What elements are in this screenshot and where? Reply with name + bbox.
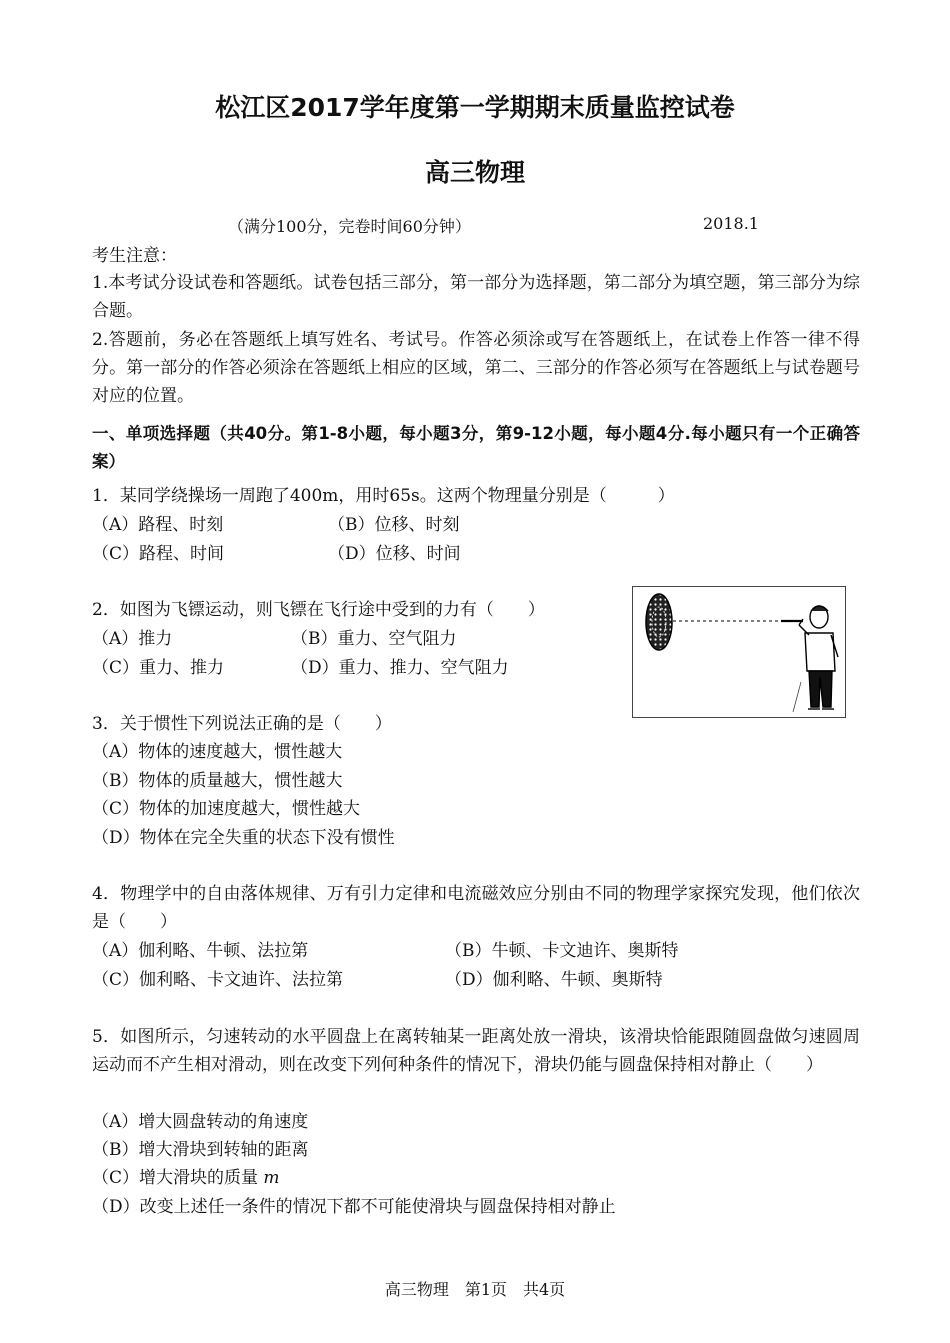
dart-figure	[632, 586, 846, 718]
q5-stem: 5．如图所示，匀速转动的水平圆盘上在离转轴某一距离处放一滑块，该滑块恰能跟随圆盘做匀速圆周运动而不产生相对滑动，则在改变下列何种条件的情况下，滑块仍能与圆盘保持相对静止（ ）	[92, 1027, 860, 1075]
exam-title: 松江区2017学年度第一学期期末质量监控试卷	[215, 93, 735, 122]
exam-date: 2018.1	[703, 214, 759, 233]
q4-option-b: （B）牛顿、卡文迪许、奥斯特	[445, 941, 679, 961]
mass-variable: m	[263, 1168, 280, 1188]
notice-item-1: 1.本考试分设试卷和答题纸。试卷包括三部分，第一部分为选择题，第二部分为填空题，第三部分为综合题。	[92, 273, 860, 321]
q3-stem: 3．关于惯性下列说法正确的是（ ）	[92, 714, 392, 734]
q2-option-c: （C）重力、推力	[92, 658, 225, 678]
q3-option-a: （A）物体的速度越大，惯性越大	[92, 742, 343, 762]
q1-option-a: （A）路程、时刻	[92, 515, 224, 535]
q4-option-a: （A）伽利略、牛顿、法拉第	[92, 941, 309, 961]
page-footer: 高三物理 第1页 共4页	[384, 1280, 566, 1299]
notice-item-2: 2.答题前，务必在答题纸上填写姓名、考试号。作答必须涂或写在答题纸上，在试卷上作答一律不得分。第一部分的作答必须涂在答题纸上相应的区域，第二、三部分的作答必须写在答题纸上与试卷题号对应的位置。	[92, 330, 860, 406]
q1-option-b: （B）位移、时刻	[328, 515, 460, 535]
q3-option-b: （B）物体的质量越大，惯性越大	[92, 771, 343, 791]
q2-option-a: （A）推力	[92, 629, 173, 649]
q2-stem: 2．如图为飞镖运动，则飞镖在飞行途中受到的力有（ ）	[92, 600, 545, 620]
exam-subtitle: 高三物理	[424, 158, 525, 187]
q3-option-c: （C）物体的加速度越大，惯性越大	[92, 799, 361, 819]
q5-option-c	[92, 1164, 280, 1192]
q5-option-c-text: （C）增大滑块的质量	[92, 1168, 259, 1188]
q3-option-d: （D）物体在完全失重的状态下没有惯性	[92, 828, 395, 848]
section-heading: 一、单项选择题（共40分。第1-8小题，每小题3分，第9-12小题，每小题4分.每小题只有一个正确答案）	[92, 424, 860, 471]
notice-heading: 考生注意：	[92, 246, 177, 266]
q2-option-b: （B）重力、空气阻力	[291, 629, 457, 649]
dartboard-icon	[646, 594, 672, 650]
q1-option-d: （D）位移、时间	[328, 544, 461, 564]
exam-info: （满分100分，完卷时间60分钟）	[228, 217, 471, 236]
q5-option-d: （D）改变上述任一条件的情况下都不可能使滑块与圆盘保持相对静止	[92, 1197, 616, 1217]
q4-option-c: （C）伽利略、卡文迪许、法拉第	[92, 970, 344, 990]
q1-option-c: （C）路程、时间	[92, 544, 225, 564]
q2-option-d: （D）重力、推力、空气阻力	[291, 658, 509, 678]
q5-option-a: （A）增大圆盘转动的角速度	[92, 1112, 309, 1132]
q5-option-b: （B）增大滑块到转轴的距离	[92, 1140, 309, 1160]
q4-option-d: （D）伽利略、牛顿、奥斯特	[445, 970, 663, 990]
q1-stem: 1．某同学绕操场一周跑了400m，用时65s。这两个物理量分别是（ ）	[92, 486, 675, 506]
q4-stem: 4．物理学中的自由落体规律、万有引力定律和电流磁效应分别由不同的物理学家探究发现，他们依次是（ ）	[92, 884, 860, 932]
